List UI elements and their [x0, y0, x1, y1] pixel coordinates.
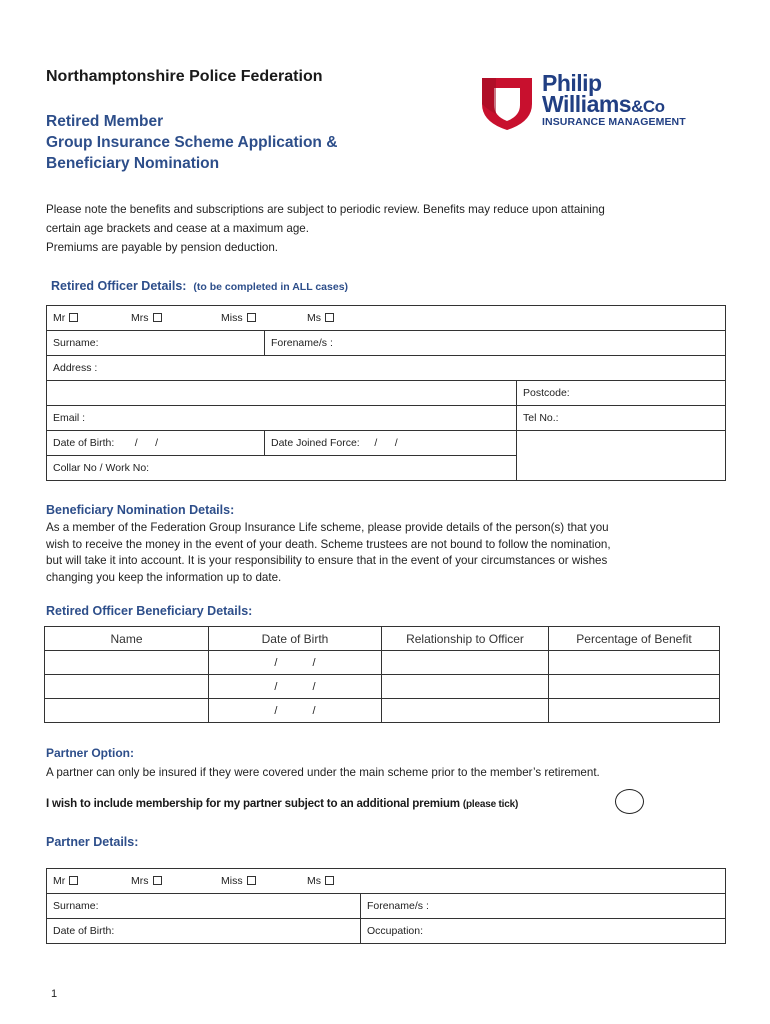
dob-field[interactable]	[47, 431, 265, 456]
beneficiary-relationship-cell[interactable]	[382, 651, 549, 675]
title-line-2: Group Insurance Scheme Application &	[46, 134, 338, 151]
title-option-miss[interactable]	[221, 312, 307, 324]
checkbox[interactable]	[247, 313, 256, 322]
checkbox[interactable]	[325, 876, 334, 885]
partner-title-options	[47, 869, 726, 894]
partner-title-miss-label: Miss	[221, 875, 243, 887]
postcode-field[interactable]: Postcode:	[517, 381, 726, 406]
title-mrs-label: Mrs	[131, 312, 149, 324]
logo-williams: Williams	[542, 91, 632, 117]
address-field[interactable]: Address :	[47, 356, 726, 381]
beneficiary-dob-cell[interactable]: / /	[209, 651, 382, 675]
date-joined-label: Date Joined Force:	[271, 437, 360, 449]
title-option-mrs[interactable]	[131, 312, 221, 324]
column-header-percentage: Percentage of Benefit	[549, 627, 720, 651]
forename-field[interactable]: Forename/s :	[265, 331, 726, 356]
checkbox[interactable]	[247, 876, 256, 885]
nomination-heading: Beneficiary Nomination Details:	[46, 503, 235, 517]
partner-option-text: A partner can only be insured if they were covered under the main scheme prior to the member’s retirement.	[46, 766, 600, 779]
tel-field[interactable]: Tel No.:	[517, 406, 726, 431]
logo-text-philip: Philip	[542, 70, 602, 96]
nomination-text	[46, 520, 726, 586]
checkbox[interactable]	[69, 313, 78, 322]
column-header-name: Name	[45, 627, 209, 651]
checkbox[interactable]	[153, 876, 162, 885]
title-line-3: Beneficiary Nomination	[46, 155, 220, 172]
partner-title-mrs-label: Mrs	[131, 875, 149, 887]
partner-tick-text: I wish to include membership for my partner subject to an additional premium	[46, 797, 460, 810]
beneficiary-name-cell[interactable]	[45, 699, 209, 723]
nomination-line-3: but will take it into account. It is your responsibility to ensure that in the event of your circumstances or wishes	[46, 554, 608, 567]
officer-heading-text: Retired Officer Details:	[51, 279, 187, 293]
partner-title-option-ms[interactable]	[307, 875, 334, 887]
partner-details-table	[46, 868, 726, 944]
document-title	[46, 111, 337, 174]
officer-details-table	[46, 305, 726, 481]
beneficiary-name-cell[interactable]	[45, 651, 209, 675]
title-ms-label: Ms	[307, 312, 321, 324]
intro-line-1: Please note the benefits and subscriptions are subject to periodic review. Benefits may reduce upon attaining	[46, 203, 605, 216]
date-joined-slashes: / /	[374, 437, 398, 449]
partner-option-heading: Partner Option:	[46, 746, 135, 760]
email-field[interactable]: Email :	[47, 406, 517, 431]
beneficiary-relationship-cell[interactable]	[382, 699, 549, 723]
beneficiary-dob-cell[interactable]: / /	[209, 675, 382, 699]
company-logo	[478, 72, 718, 132]
beneficiary-heading: Retired Officer Beneficiary Details:	[46, 604, 253, 618]
surname-field[interactable]: Surname:	[47, 331, 265, 356]
checkbox[interactable]	[69, 876, 78, 885]
beneficiary-relationship-cell[interactable]	[382, 675, 549, 699]
beneficiary-percentage-cell[interactable]	[549, 699, 720, 723]
title-option-ms[interactable]	[307, 312, 334, 324]
blank-cell	[517, 431, 726, 481]
dob-slashes: / /	[134, 437, 159, 449]
checkbox[interactable]	[153, 313, 162, 322]
logo-text-williams	[542, 92, 665, 119]
title-option-mr[interactable]	[53, 312, 131, 324]
nomination-line-2: wish to receive the money in the event of your death. Scheme trustees are not bound to follow the nomination,	[46, 537, 611, 551]
title-mr-label: Mr	[53, 312, 66, 324]
date-joined-field[interactable]	[265, 431, 517, 456]
page-number: 1	[51, 988, 58, 1000]
title-line-1: Retired Member	[46, 113, 164, 130]
intro-line-3: Premiums are payable by pension deduction.	[46, 241, 279, 254]
nomination-line-4: changing you keep the information up to date.	[46, 570, 282, 584]
beneficiary-percentage-cell[interactable]	[549, 675, 720, 699]
collar-no-field[interactable]: Collar No / Work No:	[47, 456, 517, 481]
column-header-relationship: Relationship to Officer	[382, 627, 549, 651]
partner-tick-note: (please tick)	[462, 799, 519, 810]
beneficiary-percentage-cell[interactable]	[549, 651, 720, 675]
column-header-dob: Date of Birth	[209, 627, 382, 651]
partner-title-option-miss[interactable]	[221, 875, 307, 887]
partner-title-option-mrs[interactable]	[131, 875, 221, 887]
table-row	[45, 651, 720, 675]
address-field-continued[interactable]	[47, 381, 517, 406]
organisation-title: Northamptonshire Police Federation	[46, 68, 323, 85]
table-header-row	[45, 627, 720, 651]
partner-title-option-mr[interactable]	[53, 875, 131, 887]
officer-details-heading	[51, 279, 348, 293]
partner-title-ms-label: Ms	[307, 875, 321, 887]
partner-occupation-field[interactable]: Occupation:	[361, 919, 726, 944]
table-row	[45, 699, 720, 723]
beneficiary-name-cell[interactable]	[45, 675, 209, 699]
table-row	[45, 675, 720, 699]
logo-co: &Co	[631, 97, 665, 116]
beneficiary-table	[44, 626, 720, 723]
title-miss-label: Miss	[221, 312, 243, 324]
partner-tick-statement	[46, 797, 518, 810]
nomination-line-1: As a member of the Federation Group Insurance Life scheme, please provide details of the person(s) that you	[46, 521, 609, 534]
partner-title-mr-label: Mr	[53, 875, 66, 887]
partner-tick-box[interactable]	[615, 789, 644, 814]
beneficiary-dob-cell[interactable]: / /	[209, 699, 382, 723]
intro-line-2: certain age brackets and cease at a maximum age.	[46, 222, 309, 235]
partner-dob-field[interactable]: Date of Birth:	[47, 919, 361, 944]
partner-details-heading: Partner Details:	[46, 835, 139, 849]
partner-surname-field[interactable]: Surname:	[47, 894, 361, 919]
dob-label: Date of Birth:	[53, 437, 115, 449]
partner-forename-field[interactable]: Forename/s :	[361, 894, 726, 919]
checkbox[interactable]	[325, 313, 334, 322]
officer-heading-note: (to be completed in ALL cases)	[193, 281, 349, 293]
logo-tagline: INSURANCE MANAGEMENT	[542, 116, 686, 128]
shield-icon	[478, 74, 536, 132]
officer-title-options	[47, 306, 726, 331]
intro-text	[46, 200, 726, 257]
